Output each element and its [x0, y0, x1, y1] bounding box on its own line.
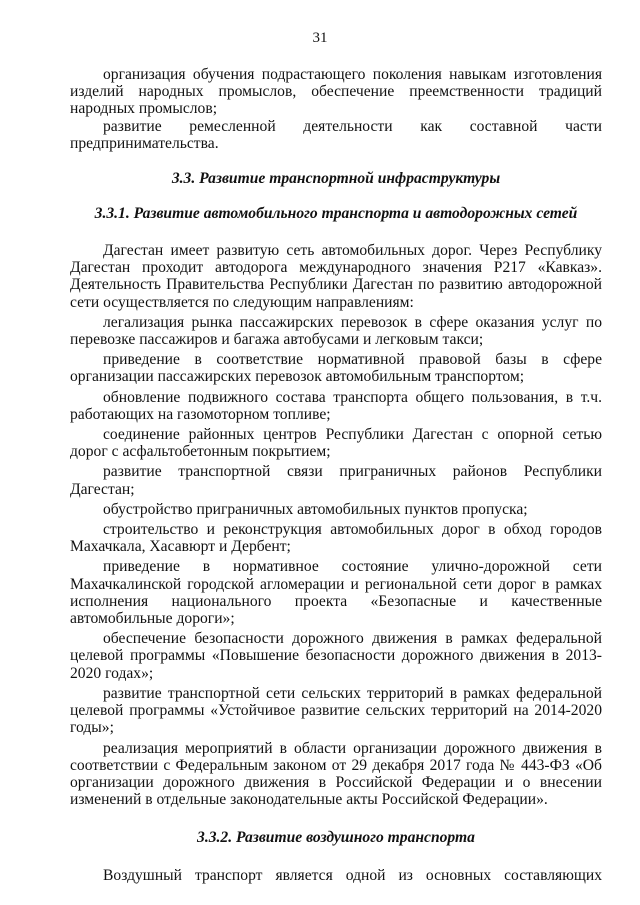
list-item: реализация мероприятий в области организации дорожного движения в соответствии с Федеральным законом от 29 декабря 2017 года № 443-ФЗ «Об организации дорожного движения в Российской Федерации и о внесении изменений в отдельные законодательные акты Российской Федерации». [70, 739, 602, 809]
intro-paragraph: Дагестан имеет развитую сеть автомобильных дорог. Через Республику Дагестан проходит автодорога международного значения Р217 «Кавказ». Деятельность Правительства Республики Дагестан по развитию автодорожной сети осуществляется по следующим направлениям: [70, 242, 602, 311]
list-item: обеспечение безопасности дорожного движения в рамках федеральной целевой программы «Повышение безопасности дорожного движения в 2013-2020 годах»; [70, 630, 602, 682]
list-item: соединение районных центров Республики Дагестан с опорной сетью дорог с асфальтобетонным покрытием; [70, 426, 602, 461]
list-item: развитие транспортной связи приграничных районов Республики Дагестан; [70, 463, 602, 498]
subsection-heading-road-transport: 3.3.1. Развитие автомобильного транспорта и автодорожных сетей [94, 205, 578, 223]
list-item: организация обучения подрастающего поколения навыкам изготовления изделий народных промыслов, обеспечение преемственности традиций народных промыслов; [70, 66, 602, 118]
list-item: строительство и реконструкция автомобильных дорог в обход городов Махачкала, Хасавюрт и Дербент; [70, 521, 602, 556]
subsection-heading-air-transport: 3.3.2. Развитие воздушного транспорта [197, 829, 475, 847]
page-body [70, 66, 602, 885]
list-item: приведение в соответствие нормативной правовой базы в сфере организации пассажирских перевозок автомобильным транспортом; [70, 351, 602, 386]
air-transport-paragraph: Воздушный транспорт является одной из основных составляющих [103, 867, 602, 885]
section-heading: 3.3. Развитие транспортной инфраструктуры [171, 170, 501, 188]
list-item: развитие транспортной сети сельских территорий в рамках федеральной целевой программы «Устойчивое развитие сельских территорий на 2014-2020 годы»; [70, 684, 602, 737]
list-item: обустройство приграничных автомобильных пунктов пропуска; [103, 500, 528, 518]
page-number: 31 [312, 30, 328, 46]
list-item: легализация рынка пассажирских перевозок в сфере оказания услуг по перевозке пассажиров и багажа автобусами и легковым такси; [70, 313, 602, 349]
list-item: развитие ремесленной деятельности как составной части предпринимательства. [70, 117, 602, 152]
list-item: приведение в нормативное состояние улично-дорожной сети Махачкалинской городской агломерации и региональной сети дорог в рамках исполнения национального проекта «Безопасные и качественные автомобильные дороги»; [70, 558, 602, 628]
list-item: обновление подвижного состава транспорта общего пользования, в т.ч. работающих на газомоторном топливе; [70, 388, 602, 423]
